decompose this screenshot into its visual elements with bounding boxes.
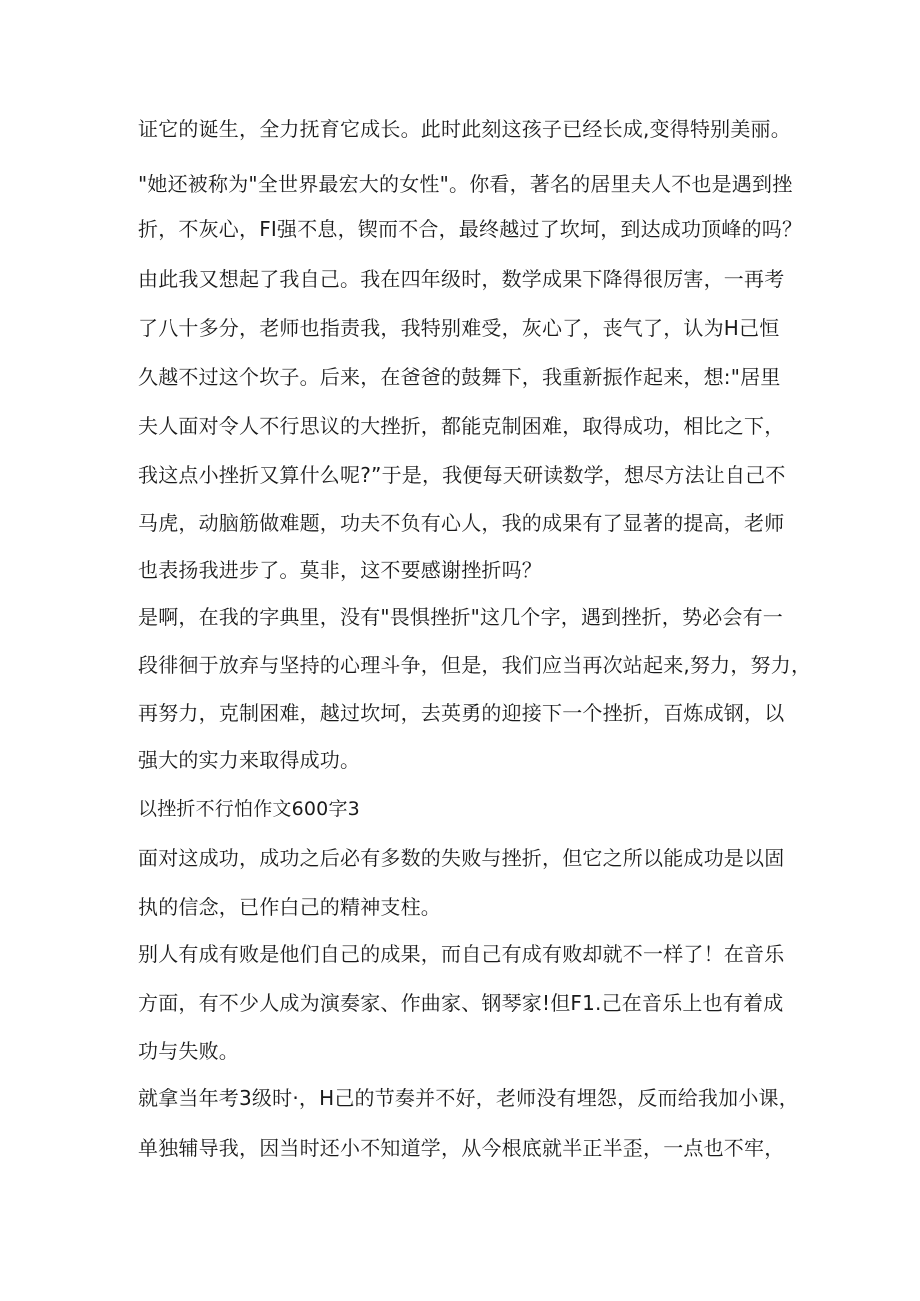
text-line: 段徘徊于放弃与坚持的心理斗争，但是，我们应当再次站起来,努力，努力， xyxy=(138,653,812,677)
text-line: 我这点小挫折又算什么呢?”于是，我便每天研读数学，想尽方法让自己不 xyxy=(138,463,786,487)
text-line: 单独辅导我，因当时还小不知道学，从今根底就半正半歪，一点也不牢， xyxy=(138,1136,785,1160)
text-line: 久越不过这个坎子。后来，在爸爸的鼓舞下，我重新振作起来，想:"居里 xyxy=(138,365,781,389)
section-heading: 以挫折不行怕作文600字3 xyxy=(138,798,360,820)
text-line: 执的信念，已作白己的精神支柱。 xyxy=(138,895,441,919)
text-line: 夫人面对令人不行思议的大挫折，都能克制困难，取得成功，相比之下， xyxy=(138,414,785,438)
text-line: 折，不灰心，FI强不息，锲而不合，最终越过了坎坷，到达成功顶峰的吗？ xyxy=(138,217,803,241)
text-line: 方面，有不少人成为演奏家、作曲家、钢琴家!但F1.己在音乐上也有着成 xyxy=(138,991,784,1015)
text-line: 由此我又想起了我自己。我在四年级时，数学成果下降得很厉害，一再考 xyxy=(138,267,785,291)
text-line: "她还被称为"全世界最宏大的女性"。你看，著名的居里夫人不也是遇到挫 xyxy=(138,172,793,196)
text-line: 马虎，动脑筋做难题，功夫不负有心人，我的成果有了显著的提高，老师 xyxy=(138,511,785,535)
text-line: 功与失败。 xyxy=(138,1039,239,1063)
text-line: 证它的诞生，全力抚育它成长。此时此刻这孩子已经长成,变得特别美丽。 xyxy=(138,117,791,141)
text-line: 就拿当年考3级时·，H己的节奏并不好，老师没有埋怨，反而给我加小课， xyxy=(138,1086,799,1110)
text-line: 面对这成功，成功之后必有多数的失败与挫折，但它之所以能成功是以固 xyxy=(138,846,785,870)
text-line: 强大的实力来取得成功。 xyxy=(138,748,361,772)
text-line: 别人有成有败是他们自己的成果，而自己有成有败却就不一样了！在音乐 xyxy=(138,942,785,966)
text-line: 再努力，克制困难，越过坎坷，去英勇的迎接下一个挫折，百炼成钢，以 xyxy=(138,701,785,725)
text-line: 也表扬我进步了。莫非，这不要感谢挫折吗？ xyxy=(138,558,542,582)
text-line: 是啊，在我的字典里，没有"畏惧挫折"这几个字，遇到挫折，势必会有一 xyxy=(138,605,783,629)
text-line: 了八十多分，老师也指责我，我特别难受，灰心了，丧气了，认为H己恒 xyxy=(138,316,780,340)
